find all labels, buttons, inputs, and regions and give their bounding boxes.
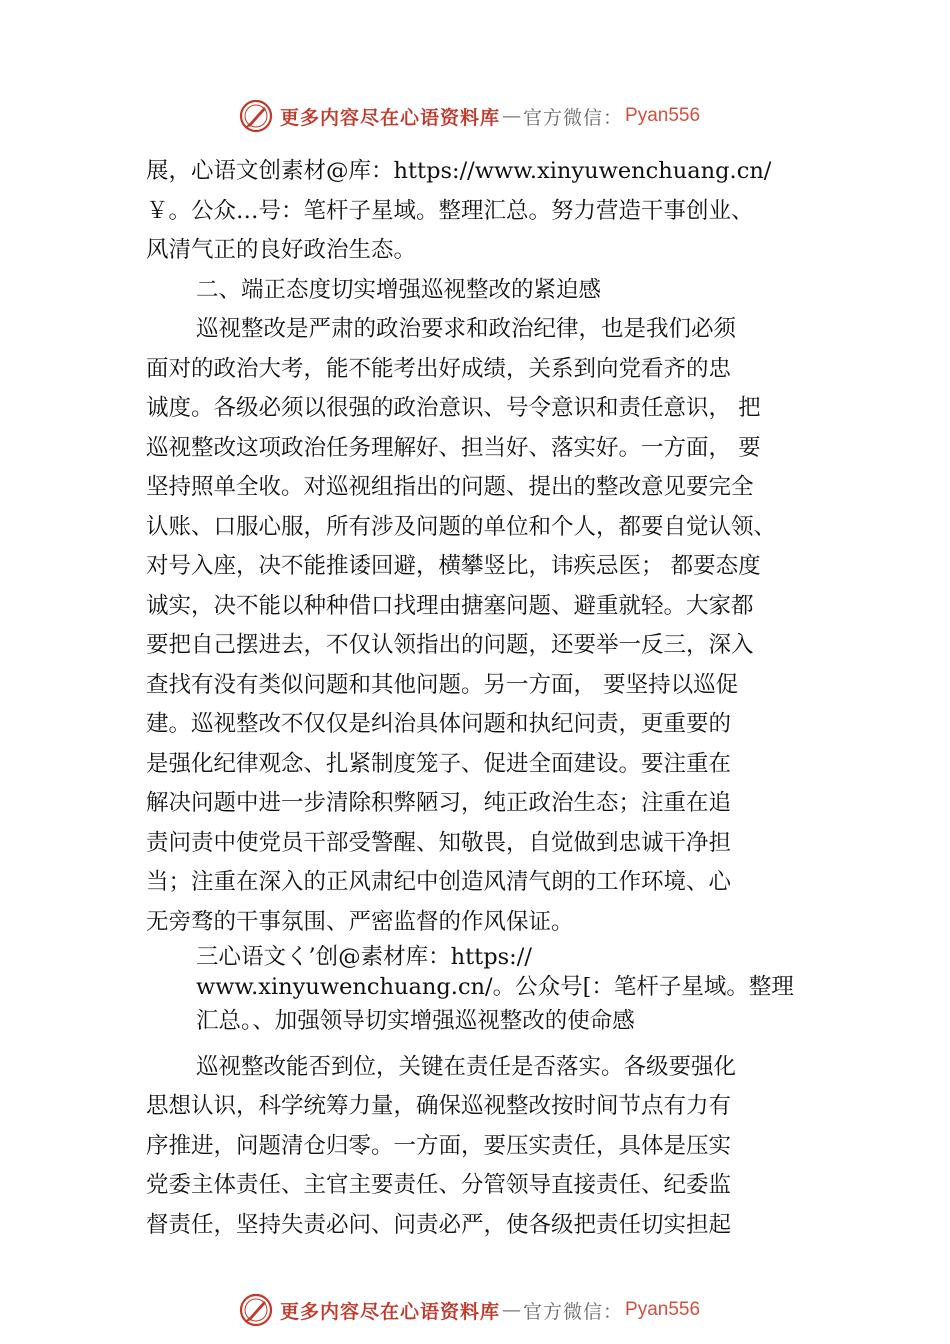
text-line: 建。巡视整改不仅仅是纠治具体问题和执纪问责，更重要的 (146, 711, 732, 737)
text-line: 风清气正的良好政治生态。 (146, 237, 417, 263)
section-heading: 二、端正态度切实增强巡视整改的紧迫感 (196, 276, 602, 303)
banner-wechat-label: 官方微信： (523, 1300, 624, 1323)
text-line: 展，心语文创素材@库：https://www.xinyuwenchuang.cn/ (146, 158, 772, 184)
text-line: 诚度。各级必须以很强的政治意识、号令意识和责任意识， 把 (146, 395, 761, 421)
text-line: 坚持照单全收。对巡视组指出的问题、提出的整改意见要完全 (146, 474, 754, 500)
text-line: 责问责中使党员干部受警醒、知敬畏，自觉做到忠诚干净担 (146, 829, 732, 856)
banner-wechat-label: 官方微信： (523, 106, 624, 129)
section-heading: 三心语文く’创@素材库：https:// (196, 944, 532, 970)
text-line: 序推进，问题清仓归零。一方面，要压实责任，具体是压实 (146, 1132, 732, 1159)
banner-dash: — (502, 105, 522, 127)
text-line: 思想认识，科学统筹力量，确保巡视整改按时间节点有力有 (146, 1093, 732, 1119)
section-heading: 汇总。、加强领导切实增强巡视整改的使命感 (196, 1008, 635, 1034)
banner-wechat-id: Pyan556 (625, 105, 701, 126)
text-line: 诚实，决不能以种种借口找理由搪塞问题、避重就轻。大家都 (146, 592, 754, 619)
banner-dash: — (502, 1299, 522, 1321)
banner-main-text: 更多内容尽在心语资料库 (280, 106, 501, 129)
text-line: 党委主体责任、主官主要责任、分管领导直接责任、纪委监 (146, 1172, 732, 1198)
text-line: 督责任，坚持失责必问、问责必严，使各级把责任切实担起 (146, 1211, 732, 1238)
quill-logo-icon (238, 98, 274, 134)
text-line: 查找有没有类似问题和其他问题。另一方面， 要坚持以巡促 (146, 671, 739, 698)
text-line: ￥。公众…号：笔杆子星域。整理汇总。努力营造干事创业、 (146, 197, 754, 224)
text-line: 认账、口服心服，所有涉及问题的单位和个人，都要自觉认领、 (146, 513, 777, 540)
banner-wechat-id: Pyan556 (625, 1299, 701, 1320)
text-line: 是强化纪律观念、扎紧制度笼子、促进全面建设。要注重在 (146, 750, 732, 777)
text-line: 当；注重在深入的正风肃纪中创造风清气朗的工作环境、心 (146, 869, 732, 895)
document-body (146, 152, 836, 1245)
text-line: 要把自己摆进去，不仅认领指出的问题，还要举一反三，深入 (146, 632, 754, 658)
text-line: 巡视整改这项政治任务理解好、担当好、落实好。一方面， 要 (146, 434, 761, 461)
watermark-banner-bottom (238, 1290, 738, 1330)
section-heading: www.xinyuwenchuang.cn/。公众号[：笔杆子星域。整理 (196, 974, 794, 1000)
text-line: 巡视整改是严肃的政治要求和政治纪律，也是我们必须 (196, 316, 737, 342)
text-line: 面对的政治大考，能不能考出好成绩，关系到向党看齐的忠 (146, 355, 732, 382)
text-line: 巡视整改能否到位，关键在责任是否落实。各级要强化 (196, 1053, 737, 1080)
text-line: 无旁骛的干事氛围、严密监督的作风保证。 (146, 908, 574, 935)
watermark-banner-top (238, 96, 738, 136)
banner-main-text: 更多内容尽在心语资料库 (280, 1300, 501, 1323)
text-line: 对号入座，决不能推诿回避，横攀竖比，讳疾忌医； 都要态度 (146, 553, 761, 579)
quill-logo-icon (238, 1292, 274, 1328)
text-line: 解决问题中进一步清除积弊陋习，纯正政治生态；注重在追 (146, 790, 732, 816)
